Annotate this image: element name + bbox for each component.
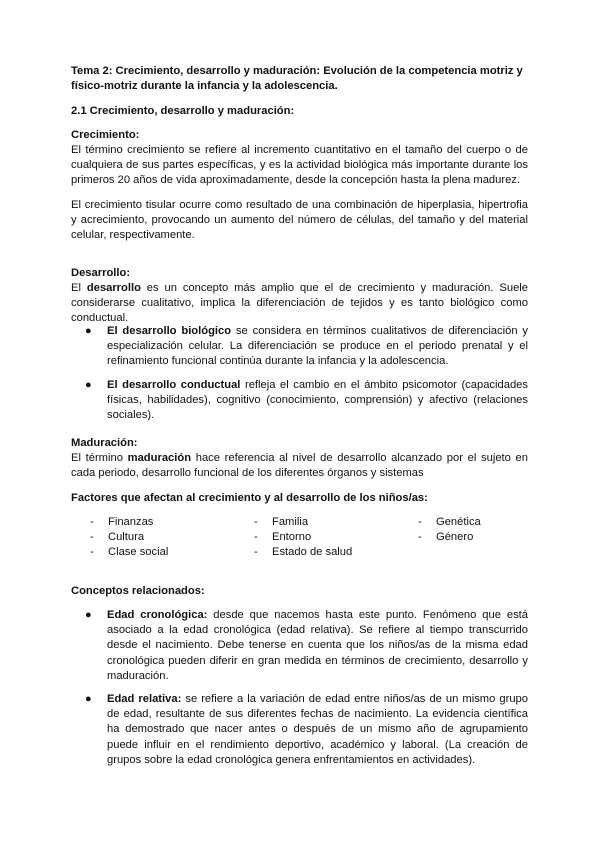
maduracion-paragraph: El término maduración hace referencia al nivel de desarrollo alcanzado por el sujeto en cada periodo, desarrollo funcional de los diferentes órganos y sistemas xyxy=(71,452,529,480)
list-item: - Familia xyxy=(254,516,309,528)
crecimiento-paragraph-2: El crecimiento tisular ocurre como resultado de una combinación de hiperplasia, hipertrofia y acrecimiento, provocando un aumento del número de células, del tamaño y del material celular, respectivamente. xyxy=(71,199,528,242)
document-title: Tema 2: Crecimiento, desarrollo y maduración: Evolución de la competencia motriz y físico-motriz durante la infancia y la adolescencia. xyxy=(71,65,523,93)
edad-relativa-item: Edad relativa: se refiere a la variación de edad entre niños/as de un mismo grupo de edad, resultante de sus diferentes fechas de nacimiento. La evidencia científica ha demostrado que nacer antes o después de un mismo año de agrupamiento puede influir en el rendimiento deportivo, académico y laboral. (La creación de grupos sobre la edad cronológica genera enfrentamientos en actividades). xyxy=(107,693,529,766)
desarrollo-biologico-item: El desarrollo biológico se considera en términos cualitativos de diferenciación y especialización celular. La diferenciación se produce en el periodo prenatal y el refinamiento funcional continúa durante la infancia y la adolescencia. xyxy=(107,325,528,368)
crecimiento-paragraph-1: El término crecimiento se refiere al incremento cuantitativo en el tamaño del cuerpo o de cualquiera de sus partes específicas, y es la actividad biológica más importante durante los primeros 20 años de vida aproximadamente, desde la concepción hasta la plena madurez. xyxy=(71,144,528,187)
crecimiento-heading: Crecimiento: xyxy=(71,129,140,141)
list-item: - Estado de salud xyxy=(254,546,353,559)
factores-heading: Factores que afectan al crecimiento y al desarrollo de los niños/as: xyxy=(71,492,428,504)
desarrollo-intro: El desarrollo es un concepto más amplio que el de crecimiento y maduración. Suele considerarse cualitativo, implica la diferenciación de tejidos y es tanto biológico como conductual. xyxy=(71,282,528,325)
factores-column-1 xyxy=(90,515,168,561)
bullet-icon: ● xyxy=(85,379,92,391)
list-item: - Finanzas xyxy=(90,516,154,528)
list-item: - Cultura xyxy=(90,531,145,544)
desarrollo-conductual-item: El desarrollo conductual refleja el cambio en el ámbito psicomotor (capacidades físicas, habilidades), cognitivo (conocimiento, comprensión) y afectivo (relaciones sociales). xyxy=(107,379,528,422)
desarrollo-heading: Desarrollo: xyxy=(71,267,131,279)
conceptos-heading: Conceptos relacionados: xyxy=(71,585,205,597)
bullet-icon: ● xyxy=(85,325,92,337)
list-item: - Clase social xyxy=(90,546,169,559)
bullet-icon: ● xyxy=(85,609,92,621)
section-heading: 2.1 Crecimiento, desarrollo y maduración: xyxy=(71,105,295,117)
maduracion-heading: Maduración: xyxy=(71,437,138,449)
list-item: - Genética xyxy=(418,516,481,528)
bullet-icon: ● xyxy=(85,693,92,705)
list-item: - Género xyxy=(418,531,474,544)
list-item: - Entorno xyxy=(254,531,312,544)
factores-column-3 xyxy=(418,515,481,545)
edad-cronologica-item: Edad cronológica: desde que nacemos hasta este punto. Fenómeno que está asociado a la edad cronológica (edad relativa). Se refiere al tiempo transcurrido desde el nacimiento. Debe tenerse en cuenta que los niños/as de la misma edad cronológica pueden diferir en gran medida en términos de crecimiento, desarrollo y maduración. xyxy=(107,609,528,682)
factores-column-2 xyxy=(254,515,352,561)
